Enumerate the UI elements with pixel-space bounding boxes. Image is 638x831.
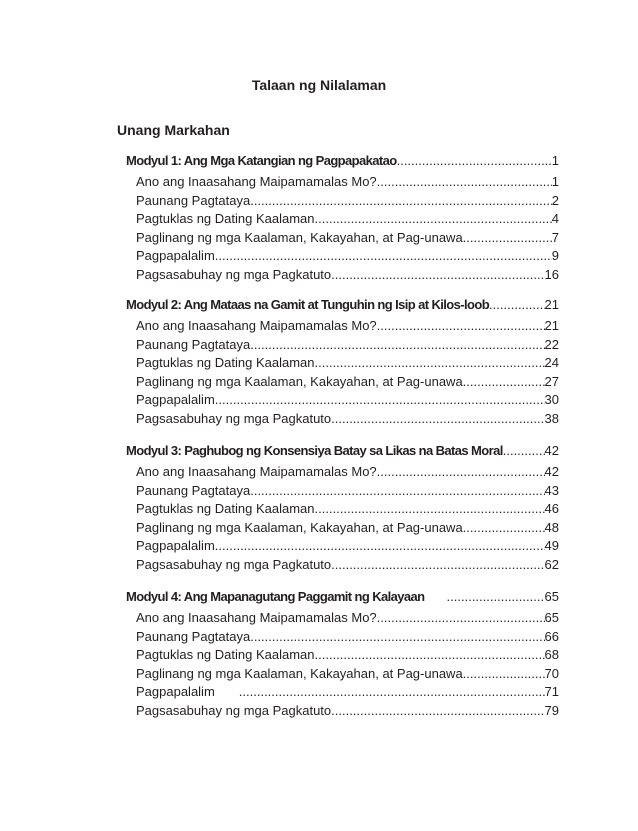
dot-leader	[331, 267, 544, 282]
dot-leader	[315, 355, 545, 370]
toc-item	[136, 501, 559, 520]
module-items	[126, 610, 559, 721]
page-number: 38	[544, 410, 559, 426]
toc-item	[136, 483, 559, 502]
dot-leader	[315, 647, 545, 662]
module-title: Modyul 3: Paghubog ng Konsensiya Batay sa Likas na Batas Moral	[126, 443, 503, 458]
dot-leader	[503, 443, 545, 458]
page-number: 49	[544, 538, 559, 553]
dot-leader	[377, 174, 552, 189]
module-4	[126, 589, 559, 721]
page-number: 9	[551, 248, 559, 263]
toc-item	[136, 520, 559, 539]
module-3	[126, 443, 559, 575]
toc-label: Paunang Pagtataya	[136, 192, 251, 208]
module-title: Modyul 1: Ang Mga Katangian ng Pagpapakatao	[126, 153, 397, 168]
toc-item	[136, 629, 559, 648]
toc-label: Ano ang Inaasahang Maipamamalas Mo?	[136, 464, 377, 479]
dot-leader	[377, 610, 545, 625]
dot-leader	[489, 297, 544, 312]
dot-leader	[331, 411, 544, 426]
toc-item	[136, 411, 559, 430]
toc-label: Pagsasabuhay ng mga Pagkatuto	[136, 410, 332, 426]
toc-label: Pagtuklas ng Dating Kaalaman	[136, 355, 315, 370]
page-number: 65	[544, 610, 559, 625]
page-number: 22	[544, 336, 559, 352]
dot-leader	[239, 684, 545, 699]
dot-leader	[215, 248, 552, 263]
dot-leader	[377, 318, 545, 333]
page-number: 42	[544, 443, 559, 458]
dot-leader	[463, 230, 552, 245]
toc-label: Paunang Pagtataya	[136, 336, 251, 352]
toc-label: Ano ang Inaasahang Maipamamalas Mo?	[136, 174, 377, 189]
toc-label: Pagpapalalim	[136, 538, 215, 553]
page-number: 62	[544, 556, 559, 572]
toc-label: Pagtuklas ng Dating Kaalaman	[136, 647, 315, 662]
toc-label: Paglinang ng mga Kaalaman, Kakayahan, at Pag-unawa	[136, 519, 463, 535]
toc-item	[136, 464, 559, 483]
dot-leader	[250, 193, 552, 208]
toc-item	[136, 193, 559, 212]
toc-item	[136, 174, 559, 193]
toc-label: Paglinang ng mga Kaalaman, Kakayahan, at Pag-unawa	[136, 229, 463, 245]
dot-leader	[331, 557, 544, 572]
dot-leader	[331, 703, 544, 718]
module-2	[126, 297, 559, 429]
dot-leader	[250, 483, 544, 498]
toc-label: Pagsasabuhay ng mga Pagkatuto	[136, 702, 332, 718]
toc-label: Ano ang Inaasahang Maipamamalas Mo?	[136, 318, 377, 333]
page-number: 48	[544, 519, 559, 535]
toc-item	[136, 392, 559, 411]
page-number: 4	[551, 211, 559, 226]
dot-leader	[215, 392, 545, 407]
dot-leader	[463, 374, 545, 389]
toc-item	[136, 538, 559, 557]
dot-leader	[315, 501, 545, 516]
page-number: 79	[544, 702, 559, 718]
toc-item	[136, 557, 559, 576]
dot-leader	[447, 589, 545, 604]
toc-label: Pagsasabuhay ng mga Pagkatuto	[136, 556, 332, 572]
module-title: Modyul 2: Ang Mataas na Gamit at Tunguhin ng Isip at Kilos-loob	[126, 297, 490, 312]
toc-label: Pagpapalalim	[136, 684, 215, 699]
toc-item	[136, 267, 559, 286]
page-number: 30	[544, 392, 559, 407]
module-heading-row	[126, 443, 559, 460]
toc-label: Ano ang Inaasahang Maipamamalas Mo?	[136, 610, 377, 625]
toc-label: Paglinang ng mga Kaalaman, Kakayahan, at Pag-unawa	[136, 373, 463, 389]
toc-label: Pagsasabuhay ng mga Pagkatuto	[136, 266, 332, 282]
dot-leader	[397, 153, 552, 168]
page-title: Talaan ng Nilalaman	[251, 77, 387, 93]
module-title: Modyul 4: Ang Mapanagutang Paggamit ng Kalayaan	[126, 589, 425, 604]
toc-item	[136, 355, 559, 374]
page-number: 43	[544, 482, 559, 498]
toc-label: Pagtuklas ng Dating Kaalaman	[136, 501, 315, 516]
toc-label: Pagpapalalim	[136, 248, 215, 263]
page-number: 21	[544, 318, 559, 333]
toc-label: Paglinang ng mga Kaalaman, Kakayahan, at Pag-unawa	[136, 665, 463, 681]
toc-label: Pagpapalalim	[136, 392, 215, 407]
toc-item	[136, 374, 559, 393]
page-number: 1	[551, 153, 559, 168]
page-number: 42	[544, 464, 559, 479]
dot-leader	[250, 337, 544, 352]
toc-item	[136, 647, 559, 666]
module-heading-row	[126, 153, 559, 170]
page-number: 68	[544, 647, 559, 662]
dot-leader	[215, 538, 545, 553]
toc-item	[136, 248, 559, 267]
page-number: 65	[544, 589, 559, 604]
page-number: 24	[544, 355, 559, 370]
page-number: 27	[544, 373, 559, 389]
dot-leader	[315, 211, 552, 226]
page-number: 70	[544, 665, 559, 681]
toc-item	[136, 703, 559, 722]
page-number: 1	[551, 174, 559, 189]
module-1	[126, 153, 559, 285]
toc-label: Paunang Pagtataya	[136, 628, 251, 644]
section-heading: Unang Markahan	[117, 122, 230, 138]
module-heading-row	[126, 589, 559, 606]
page-number: 66	[544, 628, 559, 644]
page-number: 46	[544, 501, 559, 516]
page-number: 21	[544, 297, 559, 312]
dot-leader	[250, 629, 544, 644]
dot-leader	[377, 464, 545, 479]
dot-leader	[463, 666, 545, 681]
module-items	[126, 464, 559, 575]
dot-leader	[463, 520, 545, 535]
toc-label: Paunang Pagtataya	[136, 482, 251, 498]
module-items	[126, 318, 559, 429]
toc-item	[136, 666, 559, 685]
toc-item	[136, 318, 559, 337]
toc-item	[136, 230, 559, 249]
toc-label: Pagtuklas ng Dating Kaalaman	[136, 211, 315, 226]
page-number: 7	[551, 229, 559, 245]
toc-item	[136, 337, 559, 356]
page-number: 16	[544, 266, 559, 282]
toc-item	[136, 684, 559, 703]
module-heading-row	[126, 297, 559, 314]
page-number: 71	[544, 684, 559, 699]
module-items	[126, 174, 559, 285]
toc-item	[136, 211, 559, 230]
page-number: 2	[551, 192, 559, 208]
toc-item	[136, 610, 559, 629]
